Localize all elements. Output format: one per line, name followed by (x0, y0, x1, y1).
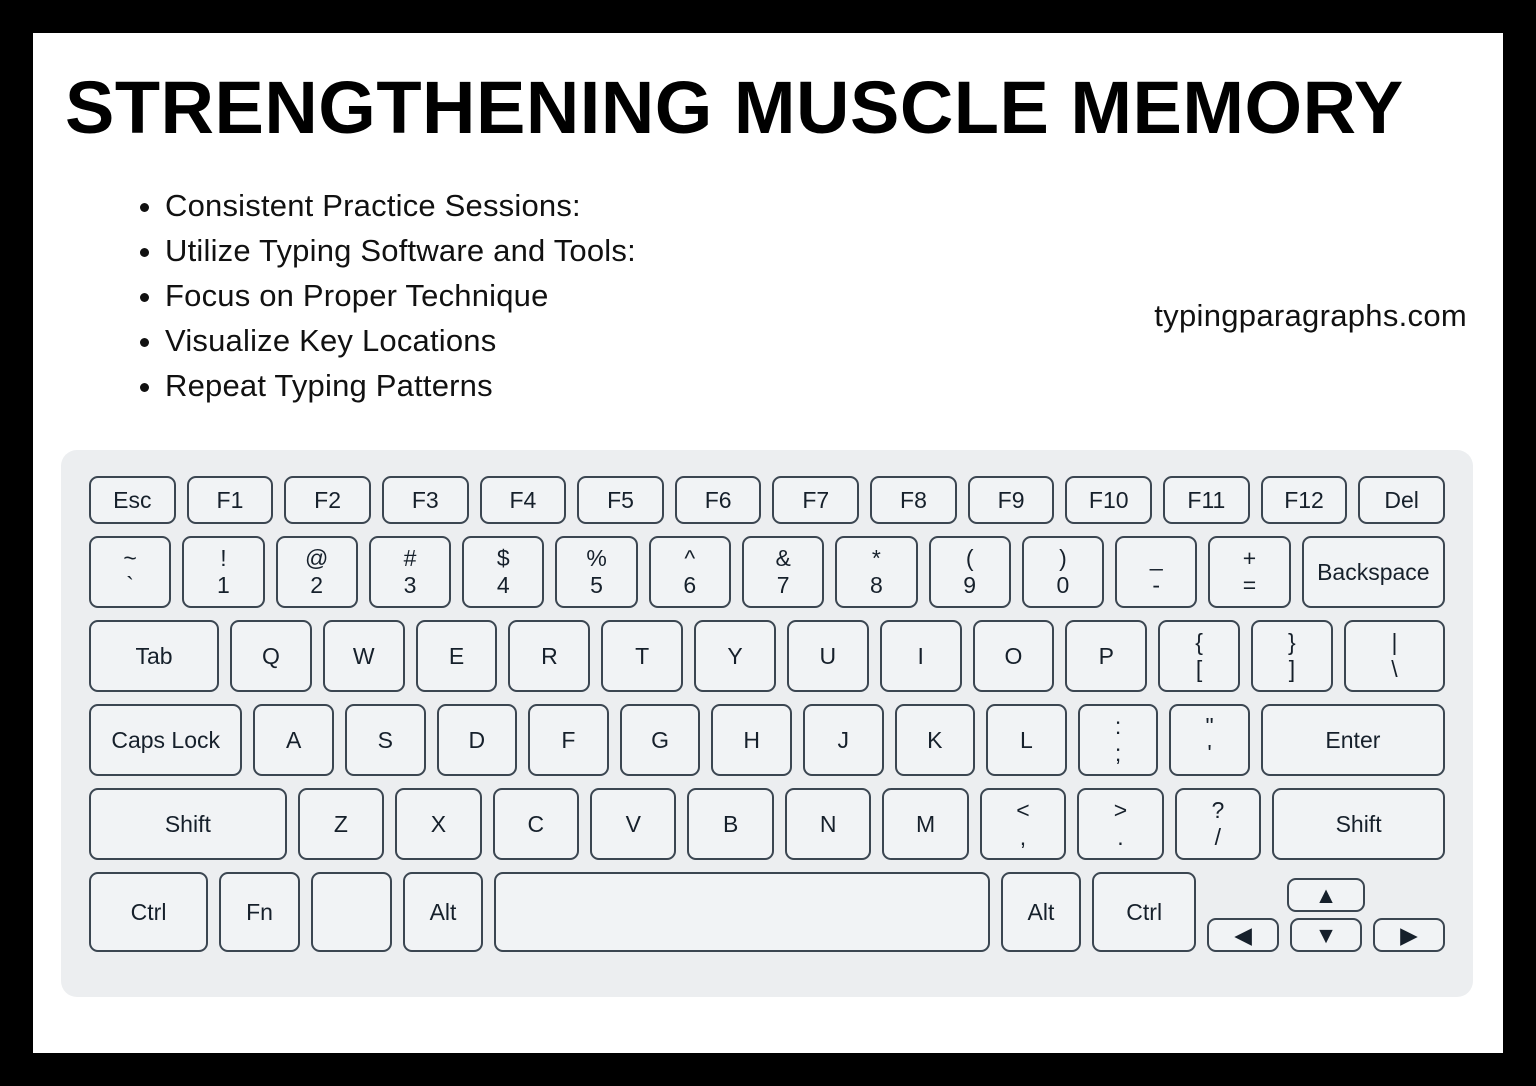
keyboard-diagram (61, 450, 1473, 997)
key-t[interactable]: T (601, 620, 683, 692)
key-bracket-left[interactable]: { [ (1158, 620, 1240, 692)
key-slash[interactable]: ? / (1175, 788, 1261, 860)
key-m[interactable]: M (882, 788, 968, 860)
keyboard-row-top (61, 620, 1473, 692)
key-f4[interactable]: F4 (480, 476, 567, 524)
key-f12[interactable]: F12 (1261, 476, 1348, 524)
key-e[interactable]: E (416, 620, 498, 692)
key-esc[interactable]: Esc (89, 476, 176, 524)
key-f6[interactable]: F6 (675, 476, 762, 524)
key-fn[interactable]: Fn (219, 872, 300, 952)
arrow-right-key[interactable]: ▶ (1373, 918, 1445, 952)
key-f11[interactable]: F11 (1163, 476, 1250, 524)
list-item: • Consistent Practice Sessions: (165, 183, 636, 228)
list-item: • Repeat Typing Patterns (165, 363, 636, 408)
key-caps-lock[interactable]: Caps Lock (89, 704, 242, 776)
key-space[interactable] (494, 872, 989, 952)
key-comma[interactable]: < , (980, 788, 1066, 860)
key-delete[interactable]: Del (1358, 476, 1445, 524)
key-3[interactable]: # 3 (369, 536, 451, 608)
key-ctrl-right[interactable]: Ctrl (1092, 872, 1196, 952)
key-4[interactable]: $ 4 (462, 536, 544, 608)
key-l[interactable]: L (986, 704, 1067, 776)
key-f7[interactable]: F7 (772, 476, 859, 524)
key-s[interactable]: S (345, 704, 426, 776)
key-f3[interactable]: F3 (382, 476, 469, 524)
key-q[interactable]: Q (230, 620, 312, 692)
key-f2[interactable]: F2 (284, 476, 371, 524)
key-5[interactable]: % 5 (555, 536, 637, 608)
tips-list (129, 183, 636, 408)
key-p[interactable]: P (1065, 620, 1147, 692)
key-z[interactable]: Z (298, 788, 384, 860)
keyboard-row-home (61, 704, 1473, 776)
key-u[interactable]: U (787, 620, 869, 692)
key-f10[interactable]: F10 (1065, 476, 1152, 524)
key-semicolon[interactable]: : ; (1078, 704, 1159, 776)
list-item: • Visualize Key Locations (165, 318, 636, 363)
key-meta[interactable] (311, 872, 392, 952)
key-h[interactable]: H (711, 704, 792, 776)
key-a[interactable]: A (253, 704, 334, 776)
key-enter[interactable]: Enter (1261, 704, 1445, 776)
key-ctrl-left[interactable]: Ctrl (89, 872, 208, 952)
key-o[interactable]: O (973, 620, 1055, 692)
key-backtick[interactable]: ~ ` (89, 536, 171, 608)
key-7[interactable]: & 7 (742, 536, 824, 608)
page-title: STRENGTHENING MUSCLE MEMORY (65, 66, 1404, 149)
key-minus[interactable]: _ - (1115, 536, 1197, 608)
key-shift-left[interactable]: Shift (89, 788, 287, 860)
key-equals[interactable]: + = (1208, 536, 1290, 608)
list-item: • Focus on Proper Technique (165, 273, 636, 318)
key-alt-right[interactable]: Alt (1001, 872, 1082, 952)
key-9[interactable]: ( 9 (929, 536, 1011, 608)
arrow-key-cluster (1207, 872, 1445, 952)
key-f9[interactable]: F9 (968, 476, 1055, 524)
key-alt-left[interactable]: Alt (403, 872, 484, 952)
key-i[interactable]: I (880, 620, 962, 692)
key-0[interactable]: ) 0 (1022, 536, 1104, 608)
key-j[interactable]: J (803, 704, 884, 776)
key-n[interactable]: N (785, 788, 871, 860)
key-x[interactable]: X (395, 788, 481, 860)
key-d[interactable]: D (437, 704, 518, 776)
key-y[interactable]: Y (694, 620, 776, 692)
key-f5[interactable]: F5 (577, 476, 664, 524)
key-f1[interactable]: F1 (187, 476, 274, 524)
poster-card (33, 33, 1503, 1053)
key-f8[interactable]: F8 (870, 476, 957, 524)
key-6[interactable]: ^ 6 (649, 536, 731, 608)
arrow-left-key[interactable]: ◀ (1207, 918, 1279, 952)
key-8[interactable]: * 8 (835, 536, 917, 608)
key-w[interactable]: W (323, 620, 405, 692)
key-r[interactable]: R (508, 620, 590, 692)
arrow-down-key[interactable]: ▼ (1290, 918, 1362, 952)
key-tab[interactable]: Tab (89, 620, 219, 692)
key-quote[interactable]: " ' (1169, 704, 1250, 776)
key-b[interactable]: B (687, 788, 773, 860)
keyboard-row-bottom (61, 788, 1473, 860)
key-backslash[interactable]: | \ (1344, 620, 1445, 692)
key-1[interactable]: ! 1 (182, 536, 264, 608)
keyboard-row-function (61, 476, 1473, 524)
key-k[interactable]: K (895, 704, 976, 776)
key-c[interactable]: C (493, 788, 579, 860)
key-2[interactable]: @ 2 (276, 536, 358, 608)
key-period[interactable]: > . (1077, 788, 1163, 860)
key-bracket-right[interactable]: } ] (1251, 620, 1333, 692)
key-v[interactable]: V (590, 788, 676, 860)
key-g[interactable]: G (620, 704, 701, 776)
keyboard-row-number (61, 536, 1473, 608)
key-f[interactable]: F (528, 704, 609, 776)
arrow-up-key[interactable]: ▲ (1287, 878, 1366, 912)
website-url: typingparagraphs.com (1154, 298, 1467, 333)
key-shift-right[interactable]: Shift (1272, 788, 1445, 860)
key-backspace[interactable]: Backspace (1302, 536, 1445, 608)
keyboard-row-modifier (61, 872, 1473, 952)
list-item: • Utilize Typing Software and Tools: (165, 228, 636, 273)
